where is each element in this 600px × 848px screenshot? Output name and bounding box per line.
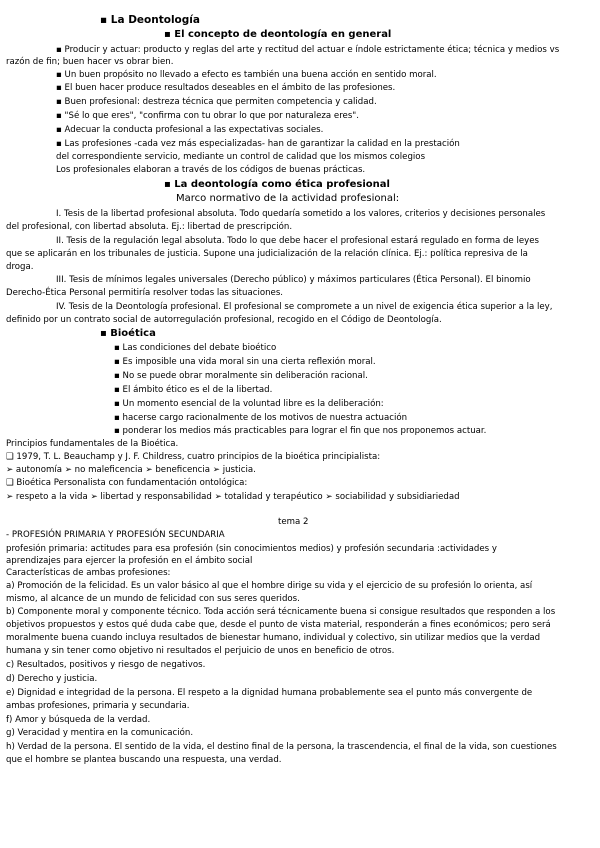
text-line: e) Dignidad e integridad de la persona. El respeto a la dignidad humana probablemente sea el punto más convergente de [6,688,533,698]
text-line: definido por un contrato social de autorregulación profesional, recogido en el Código de Deontología. [6,315,442,325]
text-line: objetivos propuestos y estos qué duda cabe que, desde el punto de vista material, responderán a fines económicos; pero será [6,620,551,630]
text-line: del profesional, con libertad absoluta. Ej.: libertad de prescripción. [6,222,293,232]
bullet-item: ▪ Las condiciones del debate bioético [114,343,277,353]
text-line: IV. Tesis de la Deontología profesional. El profesional se compromete a un nivel de exigencia ética superior a la ley, [56,302,553,312]
text-line: ambas profesiones, primaria y secundaria. [6,701,190,711]
text-line: I. Tesis de la libertad profesional absoluta. Todo quedaría sometido a los valores, criterios y decisiones personales [56,209,546,219]
text-line: a) Promoción de la felicidad. Es un valor básico al que el hombre dirige su vida y el ejercicio de su profesión lo orienta, así [6,581,533,591]
bullet-item: ▪ Un momento esencial de la voluntad libre es la deliberación: [114,399,384,409]
subtitle-concepto: ▪ El concepto de deontología en general [164,29,392,40]
text-line: d) Derecho y justicia. [6,674,98,684]
tema-heading: tema 2 [278,517,309,527]
text-line: f) Amor y búsqueda de la verdad. [6,715,151,725]
text-line: ▪ Producir y actuar: producto y reglas del arte y rectitud del actuar e índole estrictamente ética; técnica y medios vs [56,45,560,55]
text-line: que el hombre se plantea buscando una respuesta, una verdad. [6,755,282,765]
text-line: profesión primaria: actitudes para esa profesión (sin conocimientos medios) y profesión secundaria :actividades y [6,544,497,554]
bullet-item: ▪ hacerse cargo racionalmente de los motivos de nuestra actuación [114,413,408,423]
bullet-item: ▪ El ámbito ético es el de la libertad. [114,385,273,395]
text-line: h) Verdad de la persona. El sentido de la vida, el destino final de la persona, la trascendencia, el final de la vida, son cuestiones [6,742,557,752]
text-line: ▪ El buen hacer produce resultados deseables en el ámbito de las profesiones. [56,83,396,93]
text-line: ➢ autonomía ➢ no maleficencia ➢ beneficencia ➢ justicia. [6,465,256,475]
text-line: del correspondiente servicio, mediante un control de calidad que los mismos colegios [56,152,426,162]
text-line: b) Componente moral y componente técnico. Toda acción será técnicamente buena si consigue resultados que responden a los [6,607,556,617]
text-line: ▪ Buen profesional: destreza técnica que permiten competencia y calidad. [56,97,377,107]
text-line: ▪ Adecuar la conducta profesional a las expectativas sociales. [56,125,324,135]
section-title-bioetica: ▪ Bioética [100,328,156,339]
text-line: ▪ Un buen propósito no llevado a efecto es también una buena acción en sentido moral. [56,70,437,80]
text-line: ❑ 1979, T. L. Beauchamp y J. F. Childress, cuatro principios de la bioética principialista: [6,452,381,462]
text-line: III. Tesis de mínimos legales universales (Derecho público) y máximos particulares (Ética Personal). El binomio [56,275,531,285]
text-line: Los profesionales elaboran a través de los códigos de buenas prácticas. [56,165,366,175]
text-line: Derecho-Ética Personal permitiría resolver todas las situaciones. [6,288,284,298]
text-line: II. Tesis de la regulación legal absoluta. Todo lo que debe hacer el profesional estará regulado en forma de leyes [56,236,539,246]
marco-normativo: Marco normativo de la actividad profesional: [176,193,400,204]
text-line: humana y sin tener como objetivo ni resultados el perjuicio de unos en beneficio de otros. [6,646,395,656]
text-line: ➢ respeto a la vida ➢ libertad y responsabilidad ➢ totalidad y terapéutico ➢ sociabilidad y subsidiariedad [6,492,460,502]
text-line: ❑ Bioética Personalista con fundamentación ontológica: [6,478,248,488]
text-line: Principios fundamentales de la Bioética. [6,439,179,449]
text-line: ▪ Las profesiones -cada vez más especializadas- han de garantizar la calidad en la prestación [56,139,460,149]
section-title-deontologia: ▪ La Deontología [100,14,200,26]
text-line: razón de fin; buen hacer vs obrar bien. [6,57,174,67]
tema-title: - PROFESIÓN PRIMARIA Y PROFESIÓN SECUNDARIA [6,530,225,540]
text-line: aprendizajes para ejercer la profesión en el ámbito social [6,556,253,566]
bullet-item: ▪ ponderar los medios más practicables para lograr el fin que nos proponemos actuar. [114,426,487,436]
text-line: mismo, al alcance de un mundo de felicidad con sus seres queridos. [6,594,300,604]
text-line: g) Veracidad y mentira en la comunicación. [6,728,194,738]
bullet-item: ▪ No se puede obrar moralmente sin deliberación racional. [114,371,368,381]
text-line: ▪ "Sé lo que eres", "confirma con tu obrar lo que por naturaleza eres". [56,111,359,121]
text-line: moralmente buena cuando incluya resultados de bienestar humano, individual y colectivo, sin utilizar medios que la verdad [6,633,541,643]
text-line: c) Resultados, positivos y riesgo de negativos. [6,660,206,670]
bullet-item: ▪ Es imposible una vida moral sin una cierta reflexión moral. [114,357,376,367]
text-line: droga. [6,262,34,272]
subtitle-etica-profesional: ▪ La deontología como ética profesional [164,179,390,190]
text-line: que se aplicarán en los tribunales de justicia. Supone una judicialización de la relación clínica. Ej.: política represiva de la [6,249,528,259]
text-line: Características de ambas profesiones: [6,568,171,578]
